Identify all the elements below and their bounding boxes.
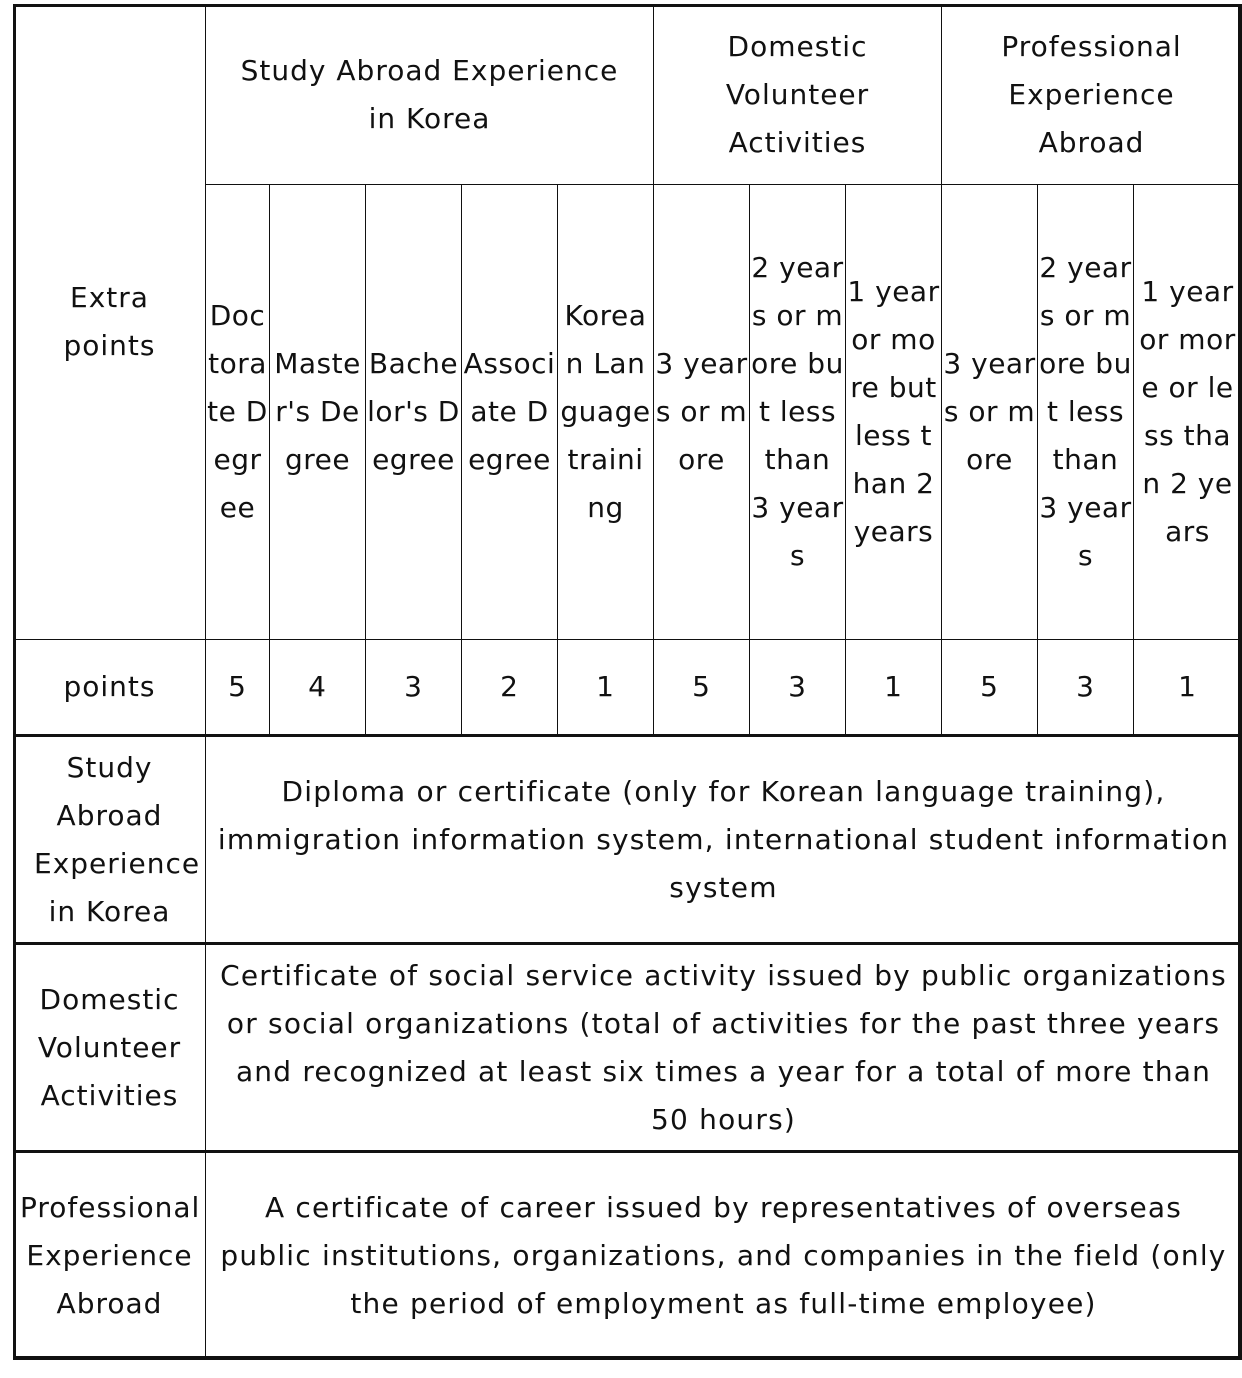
document-description-study-abroad: Diploma or certificate (only for Korean language training), immigration information system, international student information system: [206, 736, 1242, 944]
group-header-professional-abroad: Professional Experience Abroad: [942, 5, 1242, 185]
extra-points-table: [13, 4, 1242, 1360]
subheader-abroad-2-years: 2 years or more but less than 3 years: [1038, 185, 1134, 640]
subheader-korean-language-training: Korean Language training: [558, 185, 654, 640]
points-value: 5: [942, 640, 1038, 736]
subheader-abroad-3-years: 3 years or more: [942, 185, 1038, 640]
subheader-abroad-1-year: 1 year or more or less than 2 years: [1134, 185, 1242, 640]
points-value: 4: [270, 640, 366, 736]
group-header-row: [14, 5, 1242, 185]
points-value: 1: [846, 640, 942, 736]
points-value: 3: [1038, 640, 1134, 736]
document-row-professional-abroad: [14, 1152, 1242, 1360]
group-header-study-abroad: Study Abroad Experience in Korea: [206, 5, 654, 185]
document-category-study-abroad: Study Abroad Experience in Korea: [14, 736, 206, 944]
points-row: [14, 640, 1242, 736]
document-category-domestic-volunteer: Domestic Volunteer Activities: [14, 944, 206, 1152]
points-label: points: [14, 640, 206, 736]
points-value: 1: [1134, 640, 1242, 736]
points-value: 3: [750, 640, 846, 736]
points-value: 5: [206, 640, 270, 736]
points-value: 2: [462, 640, 558, 736]
document-row-study-abroad: [14, 736, 1242, 944]
document-category-professional-abroad: Professional Experience Abroad: [14, 1152, 206, 1360]
subheader-associate: Associate Degree: [462, 185, 558, 640]
group-header-domestic-volunteer: Domestic Volunteer Activities: [654, 5, 942, 185]
subheader-volunteer-1-year: 1 year or more but less than 2 years: [846, 185, 942, 640]
subheader-volunteer-3-years: 3 years or more: [654, 185, 750, 640]
subheader-doctorate: Doctorate Degree: [206, 185, 270, 640]
document-description-professional-abroad: A certificate of career issued by representatives of overseas public institutions, organizations, and companies in the field (only the period of employment as full-time employee): [206, 1152, 1242, 1360]
extra-points-header: Extra points: [14, 5, 206, 640]
subheader-volunteer-2-years: 2 years or more but less than 3 years: [750, 185, 846, 640]
points-value: 5: [654, 640, 750, 736]
document-description-domestic-volunteer: Certificate of social service activity issued by public organizations or social organizations (total of activities for the past three years and recognized at least six times a year for a total of more than 50 hours): [206, 944, 1242, 1152]
subheader-masters: Master's Degree: [270, 185, 366, 640]
points-value: 1: [558, 640, 654, 736]
subheader-bachelors: Bachelor's Degree: [366, 185, 462, 640]
points-value: 3: [366, 640, 462, 736]
document-row-domestic-volunteer: [14, 944, 1242, 1152]
